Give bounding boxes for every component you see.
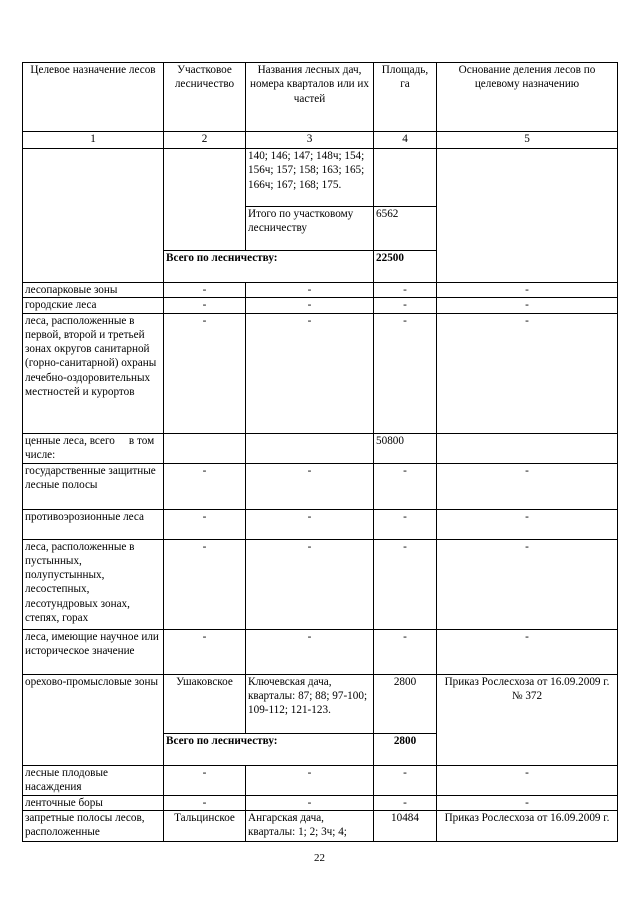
nut-total-label: Всего по лесничеству:	[164, 733, 374, 765]
dash-cell: -	[374, 463, 437, 509]
dash-cell: -	[374, 795, 437, 810]
row-label: леса, расположенные в пустынных, полупустынных, лесостепных, лесотундровых зонах, степях, горах	[23, 539, 164, 629]
dash-cell: -	[374, 313, 437, 433]
table-row	[23, 539, 618, 629]
cont-total-value: 22500	[374, 251, 437, 283]
dash-cell: -	[374, 283, 437, 298]
table-row	[23, 765, 618, 795]
nut-quarters: Ключевская дача, кварталы: 87; 88; 97-100; 109-112; 121-123.	[246, 674, 374, 733]
dash-cell: -	[437, 283, 618, 298]
dash-cell: -	[246, 795, 374, 810]
row-label: ленточные боры	[23, 795, 164, 810]
column-number: 4	[374, 132, 437, 149]
empty-cell	[164, 433, 246, 463]
cont-basis-cell	[437, 149, 618, 283]
table-row	[23, 313, 618, 433]
dash-cell: -	[246, 313, 374, 433]
header-quarters: Названия лесных дач, номера кварталов или их частей	[246, 63, 374, 132]
dash-cell: -	[246, 509, 374, 539]
row-label: городские леса	[23, 298, 164, 313]
dash-cell: -	[246, 629, 374, 674]
table-row	[23, 629, 618, 674]
empty-cell	[437, 433, 618, 463]
dash-cell: -	[437, 509, 618, 539]
dash-cell: -	[164, 509, 246, 539]
dash-cell: -	[437, 313, 618, 433]
table-row	[23, 509, 618, 539]
empty-cell	[246, 433, 374, 463]
cont-subtotal-value: 6562	[374, 207, 437, 251]
dash-cell: -	[437, 629, 618, 674]
column-number: 3	[246, 132, 374, 149]
prohibited-basis: Приказ Рослесхоза от 16.09.2009 г.	[437, 810, 618, 841]
table-row	[23, 433, 618, 463]
page-number: 22	[314, 852, 325, 864]
row-label: ценные леса, всего в том числе:	[23, 433, 164, 463]
header-district: Участковое лесничество	[164, 63, 246, 132]
column-number: 1	[23, 132, 164, 149]
forest-purpose-table	[22, 62, 618, 842]
dash-cell: -	[437, 463, 618, 509]
dash-cell: -	[164, 313, 246, 433]
nut-district: Ушаковское	[164, 674, 246, 733]
dash-cell: -	[374, 765, 437, 795]
dash-cell: -	[164, 629, 246, 674]
header-basis: Основание деления лесов по целевому назначению	[437, 63, 618, 132]
cont-quarters: 140; 146; 147; 148ч; 154; 156ч; 157; 158; 163; 165; 166ч; 167; 168; 175.	[246, 149, 374, 207]
dash-cell: -	[246, 765, 374, 795]
dash-cell: -	[246, 283, 374, 298]
dash-cell: -	[437, 795, 618, 810]
row-label: лесопарковые зоны	[23, 283, 164, 298]
header-area: Площадь, га	[374, 63, 437, 132]
valuable-area: 50800	[374, 433, 437, 463]
table-row	[23, 674, 618, 733]
dash-cell: -	[164, 795, 246, 810]
table-row	[23, 463, 618, 509]
cont-total-label: Всего по лесничеству:	[164, 251, 374, 283]
dash-cell: -	[437, 765, 618, 795]
cont-district-cell	[164, 149, 246, 251]
prohibited-district: Тальцинское	[164, 810, 246, 841]
cont-area-cell	[374, 149, 437, 207]
table-row	[23, 795, 618, 810]
table-row	[23, 283, 618, 298]
dash-cell: -	[164, 463, 246, 509]
column-number-row	[23, 132, 618, 149]
dash-cell: -	[374, 539, 437, 629]
dash-cell: -	[164, 765, 246, 795]
table-row	[23, 298, 618, 313]
dash-cell: -	[437, 298, 618, 313]
nut-area: 2800	[374, 674, 437, 733]
row-label: запретные полосы лесов, расположенные	[23, 810, 164, 841]
row-label: противоэрозионные леса	[23, 509, 164, 539]
row-label: леса, имеющие научное или историческое значение	[23, 629, 164, 674]
dash-cell: -	[437, 539, 618, 629]
prohibited-quarters: Ангарская дача, кварталы: 1; 2; 3ч; 4;	[246, 810, 374, 841]
dash-cell: -	[164, 539, 246, 629]
table-header-row	[23, 63, 618, 132]
cont-subtotal-label: Итого по участковому лесничеству	[246, 207, 374, 251]
dash-cell: -	[246, 539, 374, 629]
dash-cell: -	[374, 629, 437, 674]
cont-purpose-cell	[23, 149, 164, 283]
dash-cell: -	[246, 463, 374, 509]
column-number: 2	[164, 132, 246, 149]
row-label: лесные плодовые насаждения	[23, 765, 164, 795]
dash-cell: -	[246, 298, 374, 313]
table-row	[23, 810, 618, 841]
nut-total-value: 2800	[374, 733, 437, 765]
row-label: орехово-промысловые зоны	[23, 674, 164, 765]
dash-cell: -	[164, 283, 246, 298]
row-label: леса, расположенные в первой, второй и третьей зонах округов санитарной (горно-санитарной) охраны лечебно-оздоровительных местностей и курортов	[23, 313, 164, 433]
row-label: государственные защитные лесные полосы	[23, 463, 164, 509]
nut-basis: Приказ Рослесхоза от 16.09.2009 г. № 372	[437, 674, 618, 765]
dash-cell: -	[374, 298, 437, 313]
dash-cell: -	[164, 298, 246, 313]
column-number: 5	[437, 132, 618, 149]
header-purpose: Целевое назначение лесов	[23, 63, 164, 132]
prohibited-area: 10484	[374, 810, 437, 841]
dash-cell: -	[374, 509, 437, 539]
table-row	[23, 149, 618, 207]
